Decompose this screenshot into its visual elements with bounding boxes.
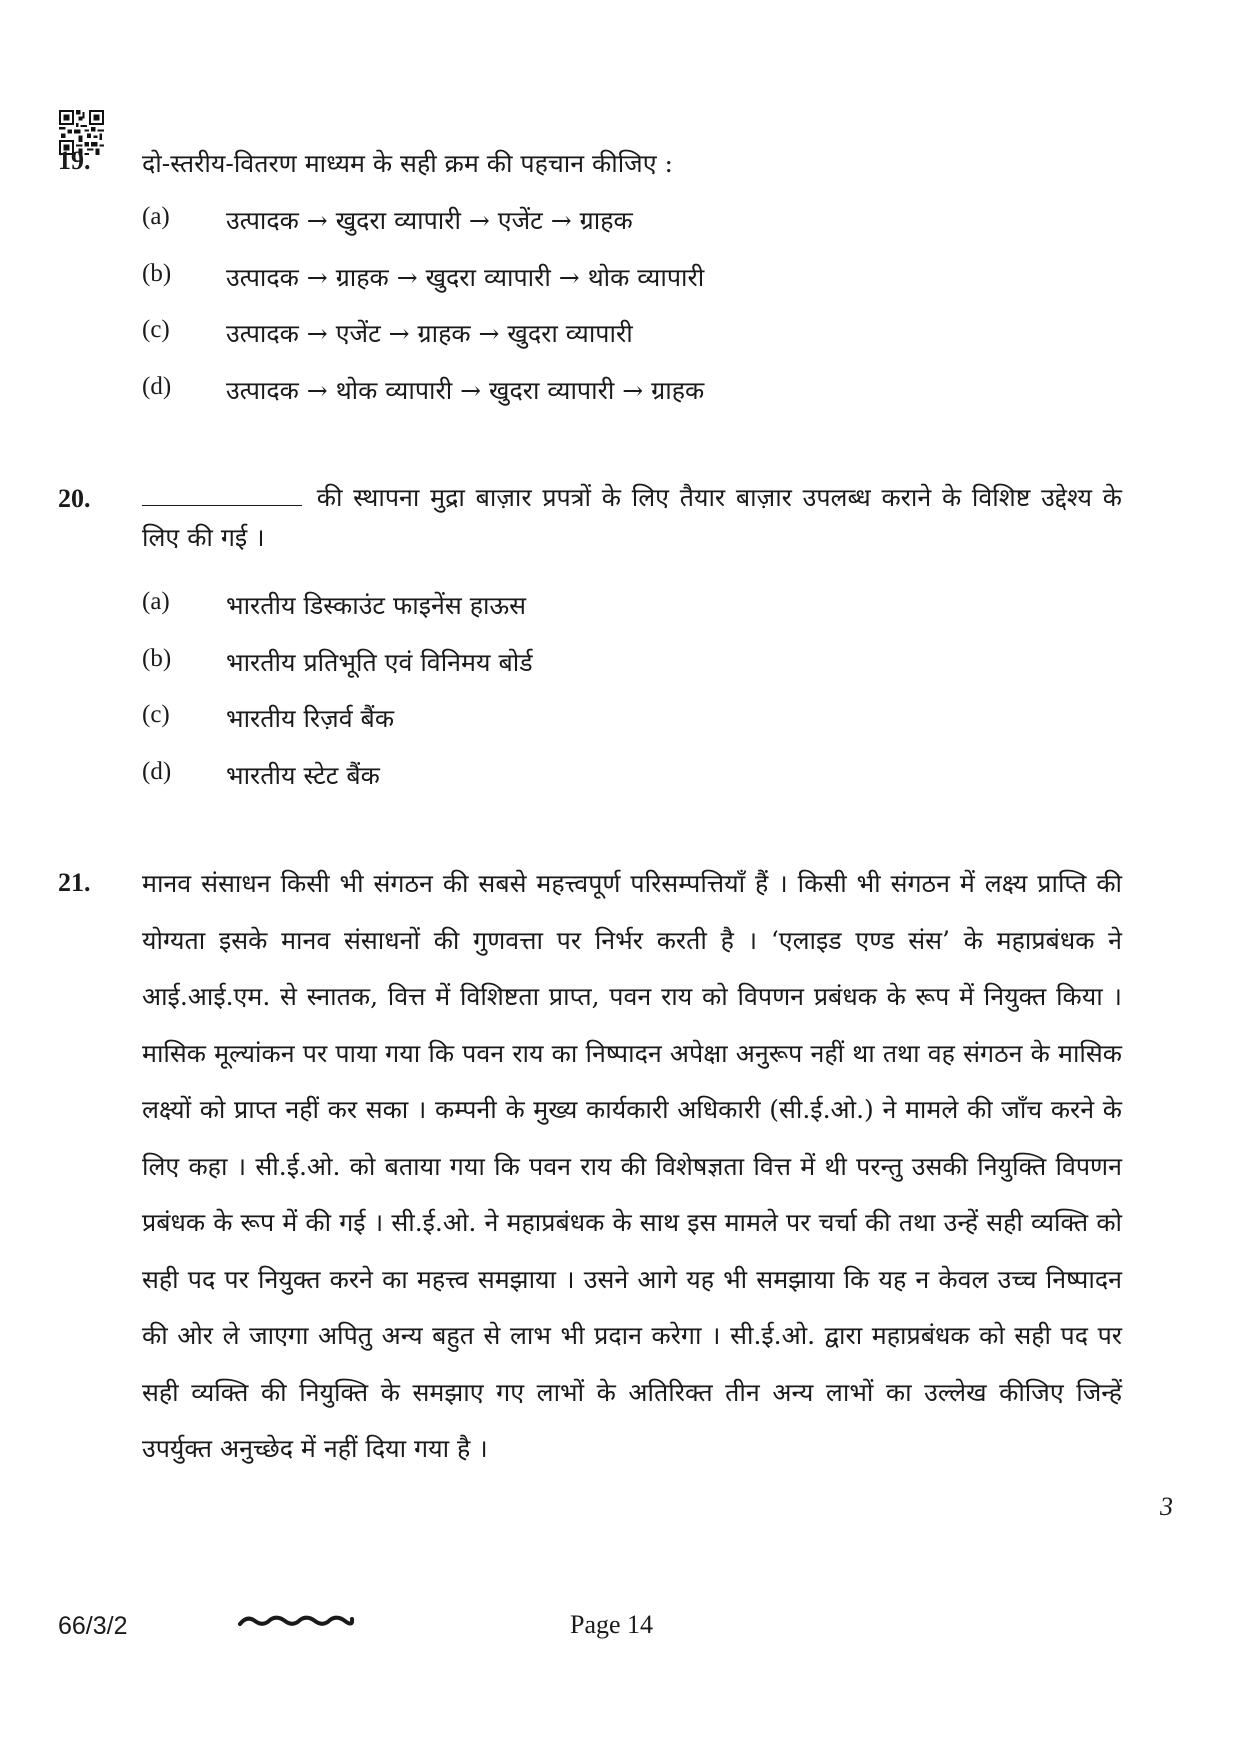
page-number: Page 14 bbox=[570, 1610, 654, 1639]
marks-label: 3 bbox=[1160, 1492, 1173, 1521]
q19-option-label-b: (b) bbox=[142, 260, 172, 287]
q20-option-text-c: भारतीय रिज़र्व बैंक bbox=[226, 704, 395, 733]
question-number-21: 21. bbox=[58, 868, 91, 897]
q20-option-label-c: (c) bbox=[142, 701, 170, 728]
question-text-20 bbox=[142, 478, 1122, 558]
paper-code: 66/3/2 bbox=[58, 1612, 128, 1640]
q19-option-text-d: उत्पादक → थोक व्यापारी → खुदरा व्यापारी → ग्राहक bbox=[226, 376, 705, 405]
question-text-20-body: की स्थापना मुद्रा बाज़ार प्रपत्रों के लिए तैयार बाज़ार उपलब्ध कराने के विशिष्ट उद्देश्य के लिए की गई । bbox=[142, 483, 1122, 552]
q19-option-text-c: उत्पादक → एजेंट → ग्राहक → खुदरा व्यापारी bbox=[226, 319, 633, 348]
q19-option-label-c: (c) bbox=[142, 316, 170, 343]
q20-option-text-b: भारतीय प्रतिभूति एवं विनिमय बोर्ड bbox=[226, 648, 533, 677]
q20-option-label-b: (b) bbox=[142, 645, 172, 672]
q20-option-label-a: (a) bbox=[142, 588, 170, 615]
question-text-21: मानव संसाधन किसी भी संगठन की सबसे महत्त्वपूर्ण परिसम्पत्तियाँ हैं । किसी भी संगठन में लक्ष्य प्राप्ति की योग्यता इसके मानव संसाधनों की गुणवत्ता पर निर्भर करती है । ‘एलाइड एण्ड संस’ के महाप्रबंधक ने आई.आई.एम. से स्नातक, वित्त में विशिष्टता प्राप्त, पवन राय को विपणन प्रबंधक के रूप में नियुक्त किया । मासिक मूल्यांकन पर पाया गया कि पवन राय का निष्पादन अपेक्षा अनुरूप नहीं था तथा वह संगठन के मासिक लक्ष्यों को प्राप्त नहीं कर सका । कम्पनी के मुख्य कार्यकारी अधिकारी (सी.ई.ओ.) ने मामले की जाँच करने के लिए कहा । सी.ई.ओ. को बताया गया कि पवन राय की विशेषज्ञता वित्त में थी परन्तु उसकी नियुक्ति विपणन प्रबंधक के रूप में की गई । सी.ई.ओ. ने महाप्रबंधक के साथ इस मामले पर चर्चा की तथा उन्हें सही व्यक्ति को सही पद पर नियुक्त करने का महत्त्व समझाया । उसने आगे यह भी समझाया कि यह न केवल उच्च निष्पादन की ओर ले जाएगा अपितु अन्य बहुत से लाभ भी प्रदान करेगा । सी.ई.ओ. द्वारा महाप्रबंधक को सही पद पर सही व्यक्ति की नियुक्ति के समझाए गए लाभों के अतिरिक्त तीन अन्य लाभों का उल्लेख कीजिए जिन्हें उपर्युक्त अनुच्छेद में नहीं दिया गया है । bbox=[142, 869, 1122, 1463]
question-text-19: दो-स्तरीय-वितरण माध्यम के सही क्रम की पहचान कीजिए : bbox=[142, 149, 673, 178]
q20-option-text-a: भारतीय डिस्काउंट फाइनेंस हाऊस bbox=[226, 591, 526, 620]
q19-option-label-d: (d) bbox=[142, 373, 172, 400]
tilde-ornament-icon bbox=[236, 1606, 356, 1636]
q20-option-text-d: भारतीय स्टेट बैंक bbox=[226, 761, 380, 790]
fill-in-blank bbox=[142, 481, 302, 506]
q19-option-label-a: (a) bbox=[142, 203, 170, 230]
q19-option-text-b: उत्पादक → ग्राहक → खुदरा व्यापारी → थोक व्यापारी bbox=[226, 263, 705, 292]
question-number-20: 20. bbox=[58, 484, 91, 513]
q19-option-text-a: उत्पादक → खुदरा व्यापारी → एजेंट → ग्राहक bbox=[226, 206, 633, 235]
q20-option-label-d: (d) bbox=[142, 758, 172, 785]
question-number-19: 19. bbox=[58, 146, 91, 175]
